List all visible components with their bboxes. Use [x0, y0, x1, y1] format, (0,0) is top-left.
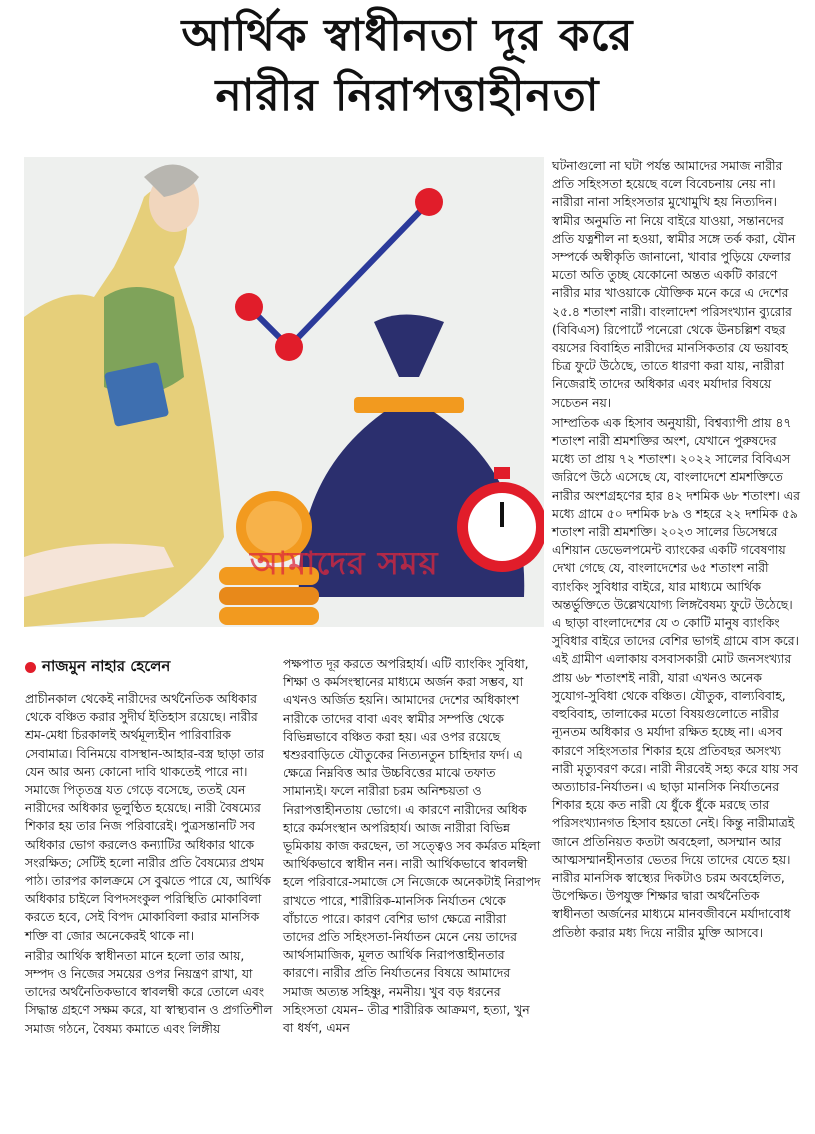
headline-line-1: আর্থিক স্বাধীনতা দূর করে — [181, 10, 634, 61]
headline-line-2: নারীর নিরাপত্তাহীনতা — [215, 70, 600, 121]
book-icon — [104, 362, 169, 427]
byline — [25, 655, 170, 680]
article-column-2 — [283, 655, 541, 1039]
stopwatch-button — [494, 467, 510, 479]
paragraph: প্রাচীনকাল থেকেই নারীদের অর্থনৈতিক অধিকার থেকে বঞ্চিত করার সুদীর্ঘ ইতিহাস রয়েছে। নারীর শ্রম-মেধা চিরকালই অর্থমূল্যহীন পারিবারিক সেবামাত্র। বিনিময়ে বাসস্থান-আহার-বস্ত্র ছাড়া তার যেন আর অন্য কোনো দাবি থাকতেই পারে না। সমাজে পিতৃতন্ত্র যত গেড়ে বসেছে, ততই যেন নারীদের অধিকার ভূলুণ্ঠিত হয়েছে। নারী বৈষম্যের শিকার হয় তার নিজ পরিবারেই। পুত্রসন্তানটি সব অধিকার ভোগ করলেও কন্যাটির অধিকার থাকে সংরক্ষিত; সেটিই হলো নারীর প্রতি বৈষম্যের প্রথম পাঠ। তারপর কালক্রমে সে বুঝতে পারে যে, আর্থিক অধিকার চাইলে বিপদসংকুল পরিস্থিতি মোকাবিলা করতে হবে, সেই বিপদ মোকাবিলা করার মানসিক শক্তি বা জোর অনেকেরই থাকে না। — [25, 692, 271, 943]
bullet-dot-icon — [25, 662, 36, 673]
article-column-3 — [552, 157, 800, 944]
coin-stack-3 — [219, 607, 319, 625]
paragraph: নারীর আর্থিক স্বাধীনতা মানে হলো তার আয়, সম্পদ ও নিজের সময়ের ওপর নিয়ন্ত্রণ রাখা, যা তাদের অর্থনৈতিকভাবে স্বাবলম্বী করে তোলে এবং সিদ্ধান্ত গ্রহণে সক্ষম করে, যা স্বাস্থ্যবান ও প্রগতিশীল সমাজ গঠনে, বৈষম্য কমাতে এবং লিঙ্গীয় — [25, 948, 273, 1036]
money-bag-top — [374, 315, 444, 378]
headline — [0, 6, 815, 126]
chart-point-2 — [275, 333, 303, 361]
paragraph: সাম্প্রতিক এক হিসাব অনুযায়ী, বিশ্বব্যাপী প্রায় ৪৭ শতাংশ নারী শ্রমশক্তির অংশ, যেখানে পুরুষদের মধ্যে তা প্রায় ৭২ শতাংশ। ২০২২ সালের বিবিএস জরিপে উঠে এসেছে যে, বাংলাদেশে শ্রমশক্তিতে নারীর অংশগ্রহণের হার ৪২ দশমিক ৬৮ শতাংশ। এর মধ্যে গ্রামে ৫০ দশমিক ৮৯ ও শহরে ২২ দশমিক ৫৯ শতাংশ নারী শ্রমশক্তি। ২০২৩ সালের ডিসেম্বরে এশিয়ান ডেভেলপমেন্ট ব্যাংকের একটি গবেষণায় দেখা গেছে যে, বাংলাদেশের ৬৫ শতাংশ নারী ব্যাংকিং সুবিধার বাইরে, যার মাধ্যমে আর্থিক অন্তর্ভুক্তিতে উল্লেখযোগ্য লিঙ্গবৈষম্য ফুটে উঠেছে। এ ছাড়া বাংলাদেশের যে ৩ কোটি মানুষ ব্যাংকিং সুবিধার বাইরে তাদের বেশির ভাগই গ্রামে বাস করে। এই গ্রামীণ এলাকায় বসবাসকারী মোট জনসংখ্যার প্রায় ৬৮ শতাংশই নারী, যারা এখনও অনেক সুযোগ-সুবিধা থেকে বঞ্চিত। যৌতুক, বাল্যবিবাহ, বহুবিবাহ, তালাকের মতো বিষয়গুলোতে নারীর ন্যূনতম অধিকার ও মর্যাদা রক্ষিত হচ্ছে না। এসব কারণে সহিংসতার শিকার হয়ে প্রতিবছর অসংখ্য নারী মৃত্যুবরণ করে। নারী নীরবেই সহ্য করে যায় সব অত্যাচার-নির্যাতন। এ ছাড়া মানসিক নির্যাতনের শিকার হয়ে কত নারী যে ধুঁকে ধুঁকে মরছে তার পরিসংখ্যানগত হিসাব হয়তো নেই। কিন্তু নারীমাত্রই জানে প্রতিনিয়ত কতটা অবহেলা, অসম্মান আর আত্মসম্মানহীনতার ভেতর দিয়ে তাদের যেতে হয়। নারীর মানসিক স্বাস্থ্যের দিকটাও চরম অবহেলিত, উপেক্ষিত। উপযুক্ত শিক্ষার দ্বারা অর্থনৈতিক স্বাধীনতা অর্জনের মাধ্যমে মানবজীবনে মর্যাদাবোধ প্রতিষ্ঠা করার মধ্য দিয়ে নারীর মুক্তি আসবে। — [552, 415, 800, 940]
byline-author: নাজমুন নাহার হেলেন — [42, 657, 171, 675]
money-bag-tie — [354, 397, 464, 413]
watermark: আমাদের সময় — [250, 544, 439, 582]
paragraph: পক্ষপাত দূর করতে অপরিহার্য। এটি ব্যাংকিং সুবিধা, শিক্ষা ও কর্মসংস্থানের মাধ্যমে অর্জন করা সম্ভব, যা এখনও অর্জিত হয়নি। আমাদের দেশের অধিকাংশ নারীকে তাদের বাবা এবং স্বামীর সম্পত্তি থেকে বিভিন্নভাবে বঞ্চিত করা হয়। এর ওপর রয়েছে শ্বশুরবাড়িতে যৌতুকের নিত্যনতুন চাহিদার ফর্দ। এ ক্ষেত্রে নিম্নবিত্ত আর উচ্চবিত্তের মাঝে তফাত সামান্যই। ফলে নারীরা চরম অনিশ্চয়তা ও নিরাপত্তাহীনতায় ভোগে। এ কারণে নারীদের অধিক হারে কর্মসংস্থান অপরিহার্য। আজ নারীরা বিভিন্ন ভূমিকায় কাজ করছেন, তা সত্ত্বেও সব কর্মরত মহিলা আর্থিকভাবে স্বাধীন নন। নারী আর্থিকভাবে স্বাবলম্বী হলে পরিবারে-সমাজে সে নিজেকে অনেকটাই নিরাপদ রাখতে পারে, শারীরিক-মানসিক নির্যাতন থেকে বাঁচাতে পারে। কারণ বেশির ভাগ ক্ষেত্রে নারীরা তাদের প্রতি সহিংসতা-নির্যাতন মেনে নেয় তাদের আর্থসামাজিক, মূলত আর্থিক নিরাপত্তাহীনতার কারণে। নারীর প্রতি নির্যাতনের বিষয়ে আমাদের সমাজ অত্যন্ত সহিষ্ণু, নমনীয়। খুব বড় ধরনের সহিংসতা যেমন– তীব্র শারীরিক আক্রমণ, হত্যা, খুন বা ধর্ষণ, এমন — [283, 657, 541, 1036]
paragraph: ঘটনাগুলো না ঘটা পর্যন্ত আমাদের সমাজ নারীর প্রতি সহিংসতা হয়েছে বলে বিবেচনায় নেয় না। নারীরা নানা সহিংসতার মুখোমুখি হয় নিত্যদিন। স্বামীর অনুমতি না নিয়ে বাইরে যাওয়া, সন্তানদের প্রতি যত্নশীল না হওয়া, স্বামীর সঙ্গে তর্ক করা, যৌন সম্পর্কে অস্বীকৃতি জানানো, খাবার পুড়িয়ে ফেলার মতো অতি তুচ্ছ যেকোনো অন্তত একটি কারণে নারীর মার খাওয়াকে যৌক্তিক মনে করে এ দেশের ২৫.৪ শতাংশ নারী। বাংলাদেশ পরিসংখ্যান ব্যুরোর (বিবিএস) রিপোর্টে পনেরো থেকে ঊনচল্লিশ বছর বয়সের বিবাহিত নারীদের মানসিকতার যে ভয়াবহ চিত্র ফুটে উঠেছে, তাতে ধারণা করা যায়, নারীরা নিজেরাই তাদের অধিকার এবং মর্যাদার বিষয়ে সচেতন নয়। — [552, 159, 796, 410]
chart-point-3 — [415, 188, 443, 216]
chart-point-1 — [235, 293, 263, 321]
article-column-1 — [25, 690, 275, 1040]
